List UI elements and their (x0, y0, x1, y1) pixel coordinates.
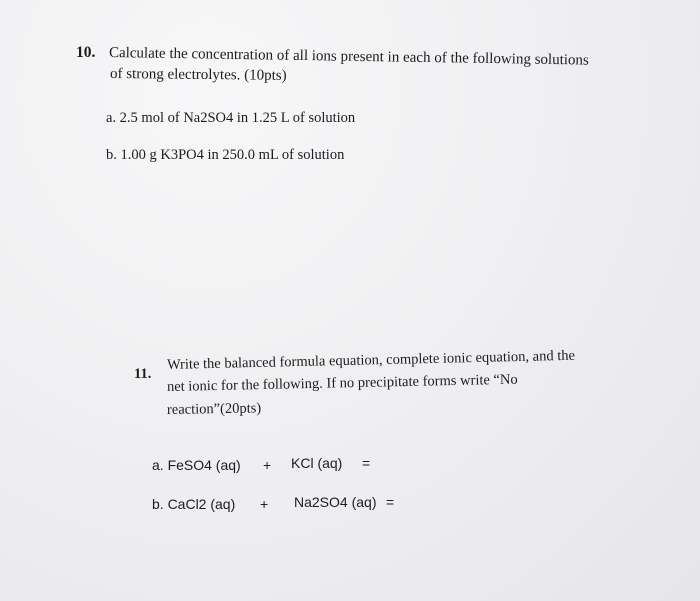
question-11-number: 11. (134, 366, 152, 382)
question-10-part-a: a. 2.5 mol of Na2SO4 in 1.25 L of solution (106, 110, 356, 126)
question-10-prompt-line-1: Calculate the concentration of all ions present in each of the following solutions (108, 45, 589, 69)
question-11-part-b-reactant-2: Na2SO4 (aq) (294, 494, 377, 510)
question-11-part-a-reactant-1: a. FeSO4 (aq) (152, 457, 241, 473)
question-11-part-a-equals: = (362, 455, 371, 471)
question-11-part-b-plus: + (260, 496, 269, 512)
question-11-prompt-line-2: net ionic for the following. If no precipitate forms write “No (166, 371, 518, 395)
question-11-prompt-line-3: reaction”(20pts) (166, 400, 262, 418)
question-11-part-b-reactant-1: b. CaCl2 (aq) (152, 496, 236, 512)
question-11-part-a-reactant-2: KCl (aq) (291, 455, 343, 471)
question-11-part-a-plus: + (263, 457, 272, 473)
question-10-prompt-line-2: of strong electrolytes. (10pts) (109, 66, 287, 84)
question-10-number: 10. (76, 44, 96, 61)
question-11-prompt-line-1: Write the balanced formula equation, complete ionic equation, and the (166, 347, 576, 373)
question-11-part-b-equals: = (386, 494, 395, 510)
question-10-part-b: b. 1.00 g K3PO4 in 250.0 mL of solution (106, 147, 345, 163)
